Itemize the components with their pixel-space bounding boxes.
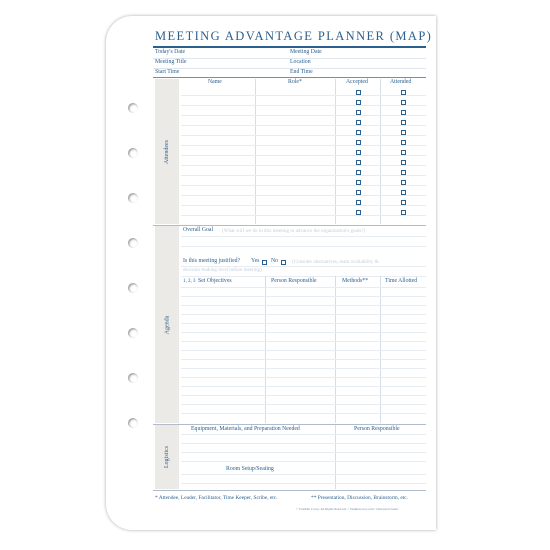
agenda-row <box>181 377 426 378</box>
attended-checkbox[interactable] <box>401 150 406 155</box>
logistics-row <box>181 443 426 444</box>
agenda-row <box>181 350 426 351</box>
time-allotted-header: Time Allotted <box>385 278 418 284</box>
section-rule <box>153 77 426 78</box>
agenda-row <box>181 359 426 360</box>
logistics-row <box>181 434 426 435</box>
writing-line <box>181 236 426 237</box>
agenda-row <box>181 386 426 387</box>
writing-line <box>181 276 426 277</box>
attendee-row <box>181 205 426 206</box>
agenda-row <box>181 305 426 306</box>
attendee-row <box>181 165 426 166</box>
attendees-name-header: Name <box>208 79 222 85</box>
binder-hole <box>128 373 138 383</box>
accepted-checkbox[interactable] <box>356 140 361 145</box>
location-label: Location <box>290 59 311 65</box>
methods-header: Methods** <box>342 278 369 284</box>
attended-checkbox[interactable] <box>401 110 406 115</box>
attendees-role-header: Role* <box>288 79 302 85</box>
agenda-row <box>181 404 426 405</box>
attendee-row <box>181 175 426 176</box>
binder-hole <box>128 328 138 338</box>
binder-hole <box>128 283 138 293</box>
attendees-attended-header: Attended <box>390 79 412 85</box>
accepted-checkbox[interactable] <box>356 110 361 115</box>
attendee-row <box>181 105 426 106</box>
logistics-sidebar <box>155 425 179 489</box>
section-separator <box>153 225 426 226</box>
accepted-checkbox[interactable] <box>356 90 361 95</box>
justified-hint-line-1: (Consider alternatives, team availability & <box>292 259 379 265</box>
agenda-row <box>181 323 426 324</box>
justified-hint-line-2: decision-making level before meeting) <box>183 267 262 273</box>
agenda-numbers: 1, 2, 3 <box>183 279 196 284</box>
overall-goal-hint: (What will we do in this meeting to advance the organization's goals?) <box>222 228 366 234</box>
column-divider <box>380 79 381 224</box>
column-divider <box>335 79 336 224</box>
logistics-row <box>181 461 426 462</box>
yes-label: Yes <box>251 258 260 264</box>
justified-question: Is this meeting justified? <box>183 258 241 264</box>
logistics-person-header: Person Responsible <box>354 426 400 432</box>
agenda-row <box>181 287 426 288</box>
room-setup-label: Room Setup/Seating <box>226 466 274 472</box>
agenda-sidebar <box>155 226 179 423</box>
accepted-checkbox[interactable] <box>356 130 361 135</box>
accepted-checkbox[interactable] <box>356 210 361 215</box>
accepted-checkbox[interactable] <box>356 100 361 105</box>
copyright-text: © Franklin Covey. All Rights Reserved. • franklincovey.com • Universal Classic <box>296 507 399 511</box>
attendee-row <box>181 155 426 156</box>
binder-hole <box>128 103 138 113</box>
attendee-row <box>181 135 426 136</box>
agenda-row <box>181 368 426 369</box>
attended-checkbox[interactable] <box>401 130 406 135</box>
accepted-checkbox[interactable] <box>356 180 361 185</box>
overall-goal-label: Overall Goal <box>183 227 214 233</box>
yes-checkbox[interactable] <box>262 260 267 265</box>
attended-checkbox[interactable] <box>401 90 406 95</box>
attendee-row <box>181 185 426 186</box>
attendee-row <box>181 215 426 216</box>
no-label: No <box>271 258 279 264</box>
attended-checkbox[interactable] <box>401 190 406 195</box>
attendee-row <box>181 125 426 126</box>
accepted-checkbox[interactable] <box>356 120 361 125</box>
accepted-checkbox[interactable] <box>356 160 361 165</box>
equipment-header: Equipment, Materials, and Preparation Needed <box>191 426 300 432</box>
title-rule <box>153 46 426 48</box>
page-title: MEETING ADVANTAGE PLANNER (MAP) <box>155 29 433 43</box>
attended-checkbox[interactable] <box>401 120 406 125</box>
attendee-row <box>181 145 426 146</box>
end-time-label: End Time <box>290 69 313 75</box>
no-checkbox[interactable] <box>281 260 286 265</box>
attended-checkbox[interactable] <box>401 180 406 185</box>
agenda-row <box>181 296 426 297</box>
person-responsible-header: Person Responsible <box>271 278 317 284</box>
binder-hole <box>128 193 138 203</box>
start-time-label: Start Time <box>155 69 180 75</box>
attendee-row <box>181 115 426 116</box>
todays-date-label: Today's Date <box>155 49 186 55</box>
logistics-row <box>181 474 426 475</box>
attended-checkbox[interactable] <box>401 210 406 215</box>
attendee-row <box>181 95 426 96</box>
agenda-row <box>181 395 426 396</box>
accepted-checkbox[interactable] <box>356 150 361 155</box>
meeting-date-label: Meeting Date <box>290 49 322 55</box>
accepted-checkbox[interactable] <box>356 190 361 195</box>
column-divider <box>255 79 256 224</box>
objectives-header: Set Objectives <box>198 278 232 284</box>
binder-hole <box>128 418 138 428</box>
attended-checkbox[interactable] <box>401 200 406 205</box>
attendees-section-label: Attendees <box>164 139 170 164</box>
attended-checkbox[interactable] <box>401 100 406 105</box>
accepted-checkbox[interactable] <box>356 170 361 175</box>
logistics-row <box>181 452 426 453</box>
agenda-section-label: Agenda <box>163 315 170 334</box>
section-separator <box>153 424 426 425</box>
logistics-section-label: Logistics <box>164 446 170 468</box>
accepted-checkbox[interactable] <box>356 200 361 205</box>
agenda-row <box>181 413 426 414</box>
logistics-row <box>181 483 426 484</box>
roles-footnote: * Attendee, Leader, Facilitator, Time Keeper, Scribe, etc. <box>155 495 278 501</box>
binder-hole <box>128 238 138 248</box>
agenda-row <box>181 314 426 315</box>
methods-footnote: ** Presentation, Discussion, Brainstorm, etc. <box>311 495 409 501</box>
agenda-row <box>181 341 426 342</box>
section-separator <box>153 490 426 491</box>
writing-line <box>181 246 426 247</box>
writing-line <box>181 266 426 267</box>
attendees-sidebar <box>155 79 179 224</box>
attended-checkbox[interactable] <box>401 140 406 145</box>
attended-checkbox[interactable] <box>401 160 406 165</box>
binder-hole <box>128 148 138 158</box>
attended-checkbox[interactable] <box>401 170 406 175</box>
attendee-row <box>181 195 426 196</box>
meeting-title-label: Meeting Title <box>155 59 187 65</box>
agenda-row <box>181 332 426 333</box>
attendees-accepted-header: Accepted <box>346 79 368 85</box>
